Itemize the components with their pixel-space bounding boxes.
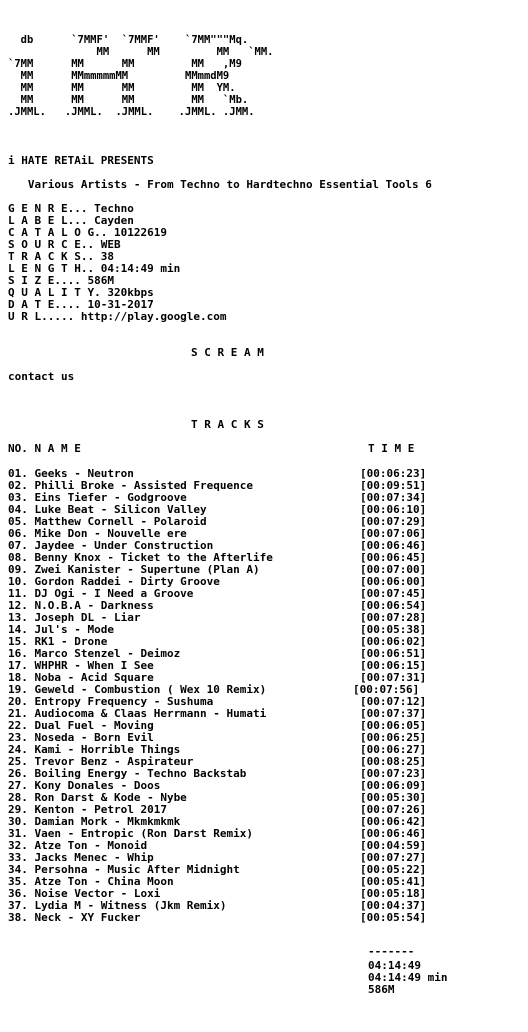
track-time: [00:07:00] [360, 563, 427, 576]
footer-total-time: 04:14:49 [368, 959, 421, 972]
track-name: 30. Damian Mork - Mkmkmkmk [8, 815, 181, 828]
tracks-heading: T R A C K S [191, 418, 264, 431]
track-time: [00:07:34] [360, 491, 427, 504]
track-name: 04. Luke Beat - Silicon Valley [8, 503, 207, 516]
track-time: [00:07:37] [360, 707, 427, 720]
track-name: 19. Geweld - Combustion ( Wex 10 Remix) [8, 683, 267, 696]
track-time: [00:06:15] [360, 659, 427, 672]
track-name: 20. Entropy Frequency - Sushuma [8, 695, 214, 708]
track-name: 12. N.O.B.A - Darkness [8, 599, 154, 612]
info-quality: Q U A L I T Y. 320kbps [8, 286, 154, 299]
track-name: 05. Matthew Cornell - Polaroid [8, 515, 207, 528]
track-name: 14. Jul's - Mode [8, 623, 114, 636]
scream-heading: S C R E A M [191, 346, 264, 359]
track-time: [00:09:51] [360, 479, 427, 492]
track-name: 07. Jaydee - Under Construction [8, 539, 214, 552]
track-time: [00:07:12] [360, 695, 427, 708]
info-length: L E N G T H.. 04:14:49 min [8, 262, 181, 275]
track-time: [00:06:23] [360, 467, 427, 480]
track-time: [00:06:02] [360, 635, 427, 648]
track-time: [00:07:06] [360, 527, 427, 540]
info-catalog: C A T A L O G.. 10122619 [8, 226, 167, 239]
track-name: 13. Joseph DL - Liar [8, 611, 141, 624]
track-time: [00:07:23] [360, 767, 427, 780]
info-source: S O U R C E.. WEB [8, 238, 121, 251]
track-name: 25. Trevor Benz - Aspirateur [8, 755, 194, 768]
track-time: [00:07:29] [360, 515, 427, 528]
track-time: [00:08:25] [360, 755, 427, 768]
release-title: Various Artists - From Techno to Hardtechno Essential Tools 6 [8, 178, 432, 191]
track-time: [00:05:22] [360, 863, 427, 876]
track-time: [00:06:27] [360, 743, 427, 756]
footer-divider: ------- [368, 945, 415, 958]
track-name: 17. WHPHR - When I See [8, 659, 154, 672]
track-name: 36. Noise Vector - Loxi [8, 887, 161, 900]
track-name: 11. DJ Ogi - I Need a Groove [8, 587, 194, 600]
track-name: 31. Vaen - Entropic (Ron Darst Remix) [8, 827, 254, 840]
track-name: 24. Kami - Horrible Things [8, 743, 181, 756]
track-name: 02. Philli Broke - Assisted Frequence [8, 479, 254, 492]
track-name: 32. Atze Ton - Monoid [8, 839, 148, 852]
info-size: S I Z E.... 586M [8, 274, 114, 287]
info-date: D A T E.... 10-31-2017 [8, 298, 154, 311]
track-time: [00:07:27] [360, 851, 427, 864]
track-time: [00:05:54] [360, 911, 427, 924]
track-time: [00:07:45] [360, 587, 427, 600]
track-name: 16. Marco Stenzel - Deimoz [8, 647, 181, 660]
track-time: [00:04:37] [360, 899, 427, 912]
track-time: [00:06:09] [360, 779, 427, 792]
track-time: [00:05:30] [360, 791, 427, 804]
info-tracks: T R A C K S.. 38 [8, 250, 114, 263]
track-time: [00:06:54] [360, 599, 427, 612]
track-time: [00:07:56] [353, 683, 420, 696]
ascii-art-logo: db `7MMF' `7MMF' `7MM"""Mq. MM MM MM `MM. `7MM MM MM MM ,M9 MM MMmmmmmMM MMmmdM9 MM MM MM MM YM. MM MM MM MM `Mb. .JMML. .JMML. .JMML. .JMML. .JMM. [8, 34, 274, 118]
track-time: [00:06:51] [360, 647, 427, 660]
track-time: [00:06:42] [360, 815, 427, 828]
track-time: [00:06:45] [360, 551, 427, 564]
track-name: 08. Benny Knox - Ticket to the Afterlife [8, 551, 273, 564]
track-name: 22. Dual Fuel - Moving [8, 719, 154, 732]
track-name: 21. Audiocoma & Claas Herrmann - Humati [8, 707, 267, 720]
presents-line: i HATE RETAiL PRESENTS [8, 154, 154, 167]
track-name: 35. Atze Ton - China Moon [8, 875, 174, 888]
track-time: [00:07:26] [360, 803, 427, 816]
column-header-time: T I M E [368, 442, 415, 455]
track-name: 06. Mike Don - Nouvelle ere [8, 527, 187, 540]
track-time: [00:06:10] [360, 503, 427, 516]
track-name: 09. Zwei Kanister - Supertune (Plan A) [8, 563, 260, 576]
info-label: L A B E L... Cayden [8, 214, 134, 227]
track-name: 01. Geeks - Neutron [8, 467, 134, 480]
info-genre: G E N R E... Techno [8, 202, 134, 215]
track-time: [00:06:46] [360, 539, 427, 552]
track-time: [00:05:38] [360, 623, 427, 636]
info-url: U R L..... http://play.google.com [8, 310, 227, 323]
contact-link[interactable]: contact us [8, 370, 75, 383]
track-time: [00:07:31] [360, 671, 427, 684]
column-header-no-name: NO. N A M E [8, 442, 81, 455]
footer-length: 04:14:49 min [368, 971, 448, 984]
track-time: [00:04:59] [360, 839, 427, 852]
track-name: 28. Ron Darst & Kode - Nybe [8, 791, 187, 804]
track-name: 27. Kony Donales - Doos [8, 779, 161, 792]
track-name: 23. Noseda - Born Evil [8, 731, 154, 744]
track-name: 10. Gordon Raddei - Dirty Groove [8, 575, 220, 588]
track-time: [00:06:46] [360, 827, 427, 840]
track-time: [00:06:25] [360, 731, 427, 744]
track-name: 33. Jacks Menec - Whip [8, 851, 154, 864]
track-name: 29. Kenton - Petrol 2017 [8, 803, 167, 816]
footer-size: 586M [368, 983, 395, 996]
track-name: 37. Lydia M - Witness (Jkm Remix) [8, 899, 227, 912]
track-name: 03. Eins Tiefer - Godgroove [8, 491, 187, 504]
track-name: 38. Neck - XY Fucker [8, 911, 141, 924]
track-name: 26. Boiling Energy - Techno Backstab [8, 767, 247, 780]
track-time: [00:06:05] [360, 719, 427, 732]
track-time: [00:07:28] [360, 611, 427, 624]
track-time: [00:05:18] [360, 887, 427, 900]
track-name: 18. Noba - Acid Square [8, 671, 154, 684]
track-name: 34. Persohna - Music After Midnight [8, 863, 240, 876]
track-time: [00:05:41] [360, 875, 427, 888]
track-time: [00:06:00] [360, 575, 427, 588]
track-name: 15. RK1 - Drone [8, 635, 108, 648]
